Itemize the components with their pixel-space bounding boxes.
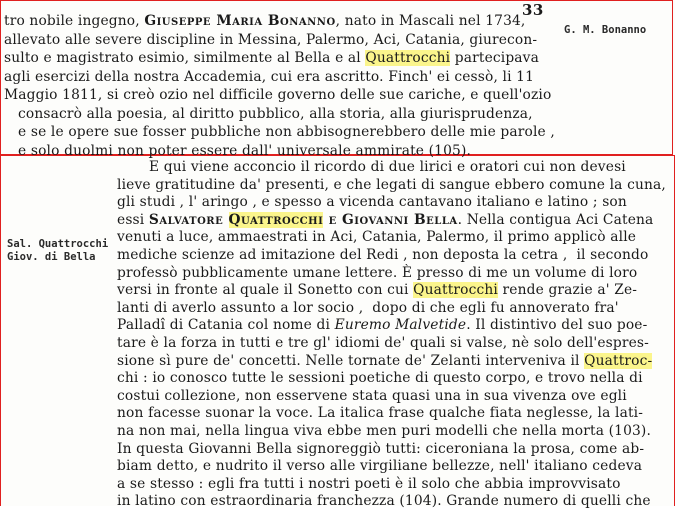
text-line (4, 86, 551, 105)
text-line (117, 246, 648, 265)
text-run: essi (117, 211, 149, 228)
text-line (117, 176, 666, 195)
text-line (117, 211, 653, 230)
text-run: Maggio 1811, si creò ozio nel difficile governo delle sue cariche, e quell'ozio (4, 87, 552, 103)
italic-name: Euremo Malvetide (334, 317, 467, 334)
text-run: lieve gratitudine da' presenti, e che legati di sangue ebbero comune la cuna, (117, 176, 666, 193)
text-line (117, 475, 621, 494)
name-smallcaps: Giuseppe Maria Bonanno (144, 13, 336, 29)
text-run: sulto e magistrato esimio, similmente al Bella e al (4, 50, 366, 66)
text-line (117, 352, 652, 371)
page-number: 33 (522, 1, 544, 19)
text-line (117, 334, 649, 353)
margin-note-quattrocchi (7, 238, 108, 264)
margin-note-line: Giov. di Bella (7, 251, 96, 263)
text-line (117, 264, 637, 283)
text-line (117, 440, 644, 459)
name-smallcaps: e Giovanni Bella (323, 211, 458, 228)
text-line (117, 316, 647, 335)
text-run: E qui viene acconcio il ricordo di due lirici e oratori cui non devesi (149, 159, 626, 175)
text-run: professò pubblicamente umane lettere. È presso di me un volume di loro (117, 264, 638, 281)
name-smallcaps: Salvatore (148, 211, 229, 228)
text-run: consacrò alla poesia, al diritto pubblico, alla storia, alla giurisprudenza, (18, 105, 533, 122)
text-line (117, 369, 643, 388)
text-run: na non mai, nella lingua viva ebbe men puri modelli che nella morta (103). (117, 423, 651, 439)
text-line (4, 49, 539, 68)
text-line (117, 228, 636, 247)
text-run: chi : io conosco tutte le sessioni poetiche di questo corpo, e trovo nella di (117, 370, 643, 387)
text-line (4, 12, 525, 31)
margin-note-bonanno: G. M. Bonanno (564, 24, 647, 36)
text-line (117, 299, 619, 318)
text-run: . Nella contigua Aci Catena (457, 211, 654, 228)
text-run: . Il distintivo del suo poe- (466, 317, 648, 334)
text-run: In questa Giovanni Bella signoreggiò tutti: ciceroniana la prosa, come ab- (117, 440, 645, 457)
text-run: venuti a luce, ammaestrati in Aci, Catania, Palermo, il primo applicò alle (117, 229, 637, 246)
text-run: sione sì pure de' concetti. Nelle tornate de' Zelanti interveniva il (117, 352, 585, 369)
text-line (18, 123, 555, 142)
text-run: partecipava (450, 50, 539, 66)
highlighted-term: Quattrocchi (365, 50, 451, 66)
text-run: costui collezione, non esservene stata quasi una in sua vivenza ove egli (117, 387, 627, 404)
text-run: rende grazie a' Ze- (497, 282, 638, 299)
text-line (18, 105, 533, 124)
text-run: e solo duolmi non poter essere dall' universale ammirate (105). (18, 142, 472, 159)
text-line (117, 492, 651, 511)
text-run: Palladî di Catania col nome di (117, 317, 335, 334)
text-run: lanti di averlo assunto a lor socio , dopo di che egli fu annoverato fra' (117, 299, 619, 316)
text-run: , nato in Mascali nel 1734, (335, 13, 526, 29)
text-line (117, 387, 627, 406)
highlighted-term: Quattrocchi (413, 282, 498, 299)
text-line (4, 31, 537, 50)
text-run: biam detto, e nudrito il verso alle virgiliane bellezze, nell' italiano cedeva (117, 458, 643, 475)
text-run: in latino con estraordinaria franchezza (104). Grande numero di quelli che (117, 493, 651, 510)
text-line (117, 281, 637, 300)
text-run: tro nobile ingegno, (4, 13, 145, 29)
text-run: tare è la forza in tutti e tre gl' idiomi de' quali si valse, nè solo dell'espres- (117, 335, 649, 351)
text-line (149, 158, 626, 177)
text-run: mediche scienze ad imitazione del Redi , non deposta la cetra , il secondo (117, 247, 649, 263)
text-run: versi in fronte al quale il Sonetto con cui (117, 282, 414, 299)
highlighted-term: Quattrocchi (228, 211, 324, 228)
text-line (117, 457, 642, 476)
margin-note-line: Sal. Quattrocchi (7, 238, 109, 250)
text-run: non facesse suonar la voce. La italica frase qualche fiata neglesse, la lati- (117, 405, 644, 422)
text-run: agli esercizi della nostra Accademia, cui era ascritto. Finch' ei cessò, li 11 (4, 68, 535, 85)
text-run: allevato alle severe discipline in Messina, Palermo, Aci, Catania, giurecon- (4, 31, 538, 48)
text-line (117, 404, 643, 423)
text-run: e se le opere sue fosser pubbliche non abbisognerebbero delle mie parole , (18, 124, 555, 140)
highlighted-term: Quattroc- (584, 352, 653, 369)
text-line (117, 193, 627, 212)
text-line (117, 422, 651, 441)
text-run: gli studi , l' aringo , e spesso a vicenda cantavano italiano e latino ; son (117, 194, 627, 211)
text-line (4, 68, 534, 87)
text-run: a se stesso : egli fra tutti i nostri poeti è il solo che abbia improvvisato (117, 475, 621, 492)
